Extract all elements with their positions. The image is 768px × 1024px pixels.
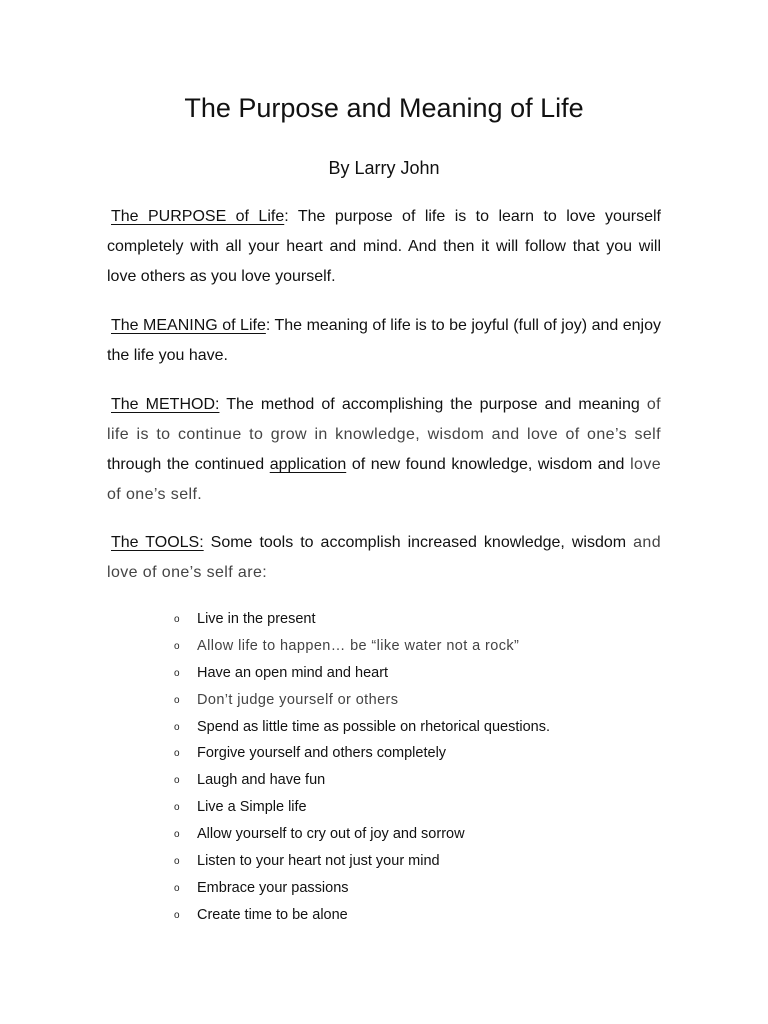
method-text-b: of life is to continue to grow in knowledge, wisdom and love of one’s self	[107, 396, 662, 443]
purpose-paragraph	[107, 202, 661, 292]
list-item-text: Listen to your heart not just your mind	[197, 853, 440, 870]
list-item	[172, 794, 550, 821]
bullet-icon: o	[174, 856, 180, 868]
list-item-text: Live a Simple life	[197, 799, 307, 816]
list-item	[172, 767, 550, 794]
bullet-icon: o	[174, 667, 180, 679]
list-item-text: Embrace your passions	[197, 879, 349, 896]
tools-text-b: and love of one’s self are:	[107, 534, 662, 581]
bullet-icon: o	[174, 748, 180, 760]
method-text-d: of new found knowledge, wisdom and	[346, 456, 625, 473]
list-item-text: Allow yourself to cry out of joy and sorrow	[197, 826, 465, 843]
meaning-heading: The MEANING of Life	[111, 317, 266, 334]
list-item	[172, 606, 550, 633]
bullet-icon: o	[174, 882, 180, 894]
purpose-text: The purpose of life is to learn to love yourself completely with all your heart and mind. And then it will follow that you will love others as you love yourself.	[107, 208, 662, 285]
list-item-text: Allow life to happen… be “like water not a rock”	[197, 637, 520, 654]
list-item	[172, 821, 550, 848]
purpose-colon: :	[284, 208, 289, 225]
list-item-text: Laugh and have fun	[197, 772, 326, 789]
document-author: By Larry John	[328, 158, 440, 178]
purpose-heading: The PURPOSE of Life	[111, 208, 285, 225]
tools-list	[172, 606, 550, 929]
list-item	[172, 687, 550, 714]
list-item	[172, 875, 550, 902]
meaning-colon: :	[265, 317, 271, 334]
list-item	[172, 660, 550, 687]
list-item-text: Create time to be alone	[197, 906, 348, 923]
list-item-text: Forgive yourself and others completely	[197, 745, 447, 762]
list-item-text: Spend as little time as possible on rhetorical questions.	[197, 718, 551, 735]
meaning-text: The meaning of life is to be joyful (full of joy) and enjoy the life you have.	[107, 317, 662, 364]
list-item	[172, 902, 550, 929]
document-title: The Purpose and Meaning of Life	[184, 93, 584, 123]
bullet-icon: o	[174, 909, 180, 921]
meaning-paragraph	[107, 311, 661, 371]
list-item	[172, 714, 550, 741]
method-heading: The METHOD:	[111, 396, 220, 413]
tools-heading: The TOOLS:	[111, 534, 204, 551]
tools-paragraph	[107, 528, 661, 588]
bullet-icon: o	[174, 721, 180, 733]
bullet-icon: o	[174, 829, 180, 841]
bullet-icon: o	[174, 614, 180, 625]
bullet-icon: o	[174, 640, 180, 652]
list-item-text: Don’t judge yourself or others	[197, 691, 399, 708]
list-item-text: Live in the present	[197, 611, 316, 627]
tools-text-a: Some tools to accomplish increased knowledge, wisdom	[203, 534, 627, 551]
application-link[interactable]: application	[269, 456, 347, 473]
bullet-icon: o	[174, 802, 180, 814]
list-item-text: Have an open mind and heart	[197, 664, 389, 681]
bullet-icon: o	[174, 694, 180, 706]
method-paragraph	[107, 390, 661, 510]
method-text-e: love of one’s self.	[107, 456, 662, 503]
method-text-c: through the continued	[107, 456, 270, 473]
method-text-a: The method of accomplishing the purpose and meaning	[219, 396, 640, 413]
list-item	[172, 740, 550, 767]
list-item	[172, 633, 550, 660]
list-item	[172, 848, 550, 875]
bullet-icon: o	[174, 775, 180, 787]
